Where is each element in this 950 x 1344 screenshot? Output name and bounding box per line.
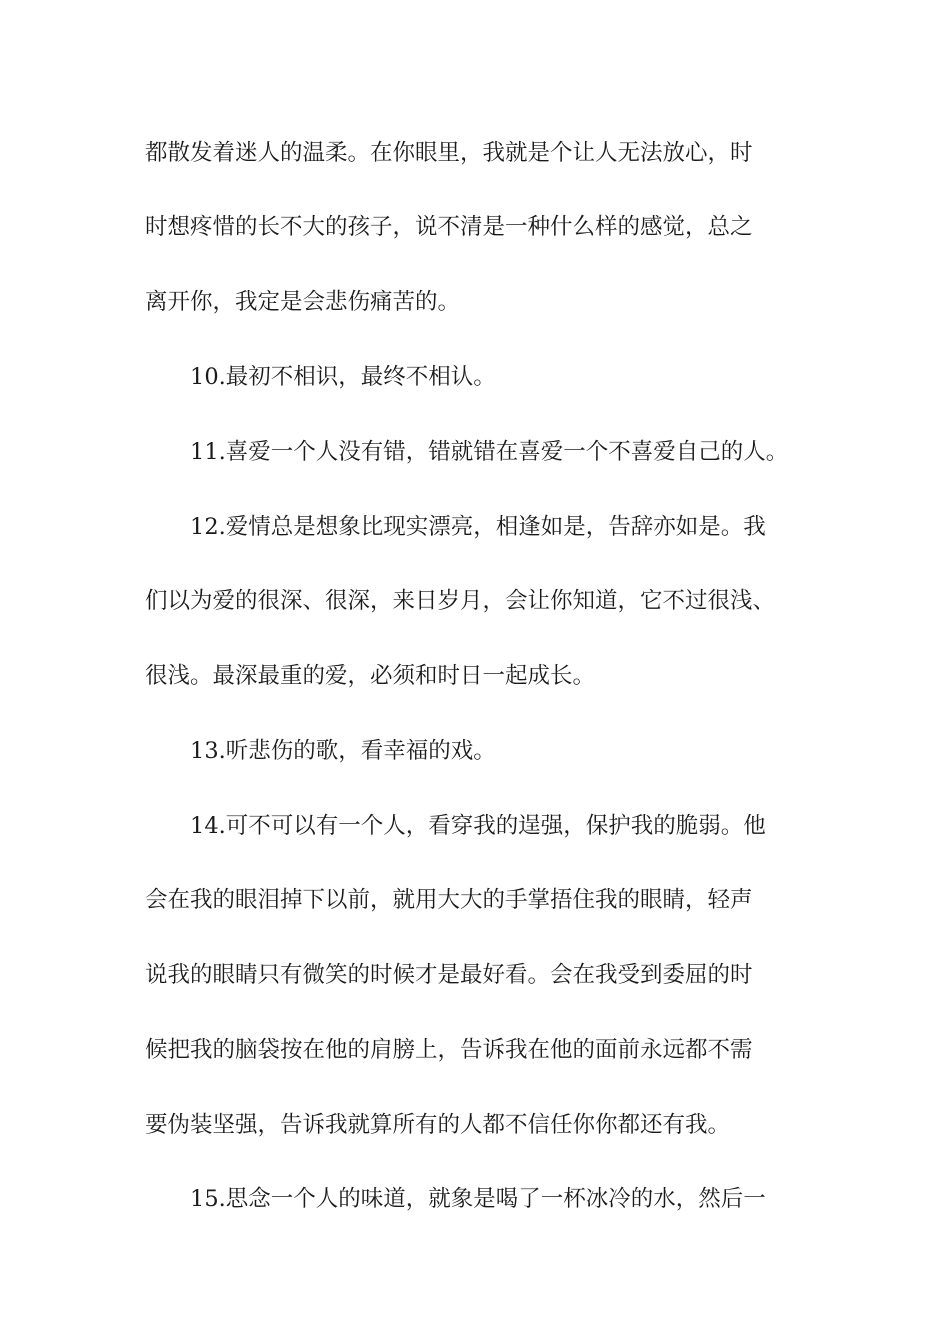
text-line: 候把我的脑袋按在他的肩膀上，告诉我在他的面前永远都不需 xyxy=(145,1037,753,1063)
text-line: 说我的眼睛只有微笑的时候才是最好看。会在我受到委屈的时 xyxy=(145,962,753,988)
list-item-10: 10.最初不相识，最终不相认。 xyxy=(190,364,496,390)
text-line: 会在我的眼泪掉下以前，就用大大的手掌捂住我的眼睛，轻声 xyxy=(145,887,753,913)
text-line: 离开你，我定是会悲伤痛苦的。 xyxy=(145,289,461,315)
text-line: 很浅。最深最重的爱，必须和时日一起成长。 xyxy=(145,663,596,689)
list-item-14: 14.可不可以有一个人，看穿我的逞强，保护我的脆弱。他 xyxy=(190,813,766,839)
list-item-15: 15.思念一个人的味道，就象是喝了一杯冰冷的水，然后一 xyxy=(190,1186,766,1212)
text-line: 们以为爱的很深、很深，来日岁月，会让你知道，它不过很浅、 xyxy=(145,588,776,614)
list-item-13: 13.听悲伤的歌，看幸福的戏。 xyxy=(190,738,496,764)
list-item-11: 11.喜爱一个人没有错，错就错在喜爱一个不喜爱自己的人。 xyxy=(190,439,789,465)
text-line: 都散发着迷人的温柔。在你眼里，我就是个让人无法放心，时 xyxy=(145,140,753,166)
text-line: 要伪装坚强，告诉我就算所有的人都不信任你你都还有我。 xyxy=(145,1112,731,1138)
text-line: 时想疼惜的长不大的孩子，说不清是一种什么样的感觉，总之 xyxy=(145,214,753,240)
list-item-12: 12.爱情总是想象比现实漂亮，相逢如是，告辞亦如是。我 xyxy=(190,514,766,540)
